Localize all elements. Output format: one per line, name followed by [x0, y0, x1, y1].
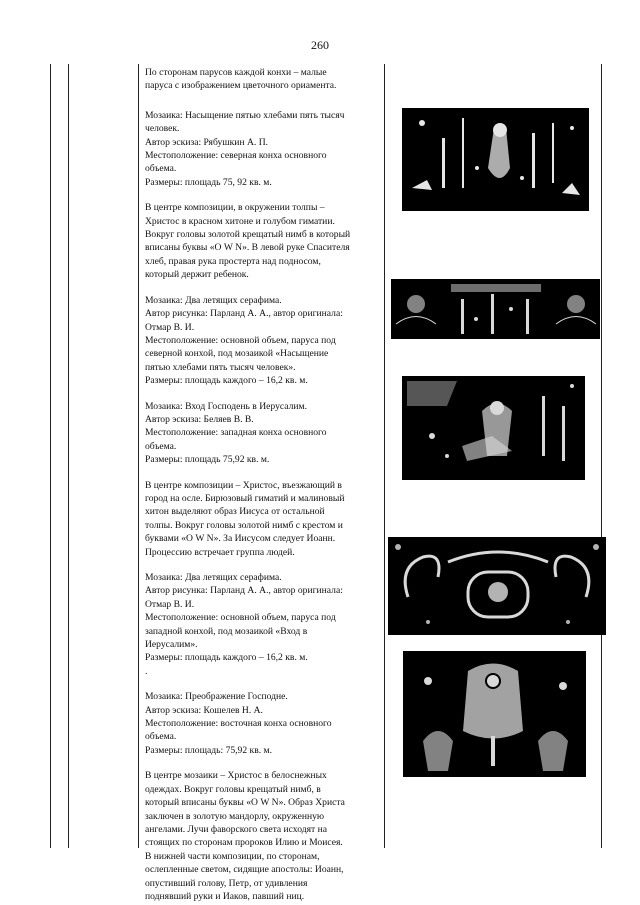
mosaic-entry-feeding-five-thousand: Мозаика: Насыщение пятью хлебами пять тысяч человек. Автор эскиза: Рябушкин А. П. Местоположение: северная конха основного объема. Размеры: площадь 75, 92 кв. м. [145, 109, 345, 188]
table-column-divider [384, 64, 385, 848]
mosaic-photo-seraphim-north-image [391, 279, 600, 339]
mosaic-photo-jerusalem-image [402, 376, 585, 480]
table-column-divider [68, 64, 69, 848]
mosaic-entry-entry-into-jerusalem: Мозаика: Вход Господень в Иерусалим. Автор эскиза: Беляев В. В. Местоположение: западная конха основного объема. Размеры: площадь 75,92 кв. м. [145, 400, 327, 466]
mosaic-description-jerusalem: В центре композиции – Христос, въезжающий в город на осле. Бирюзовый гиматий и малиновый хитон выделяют образ Иисуса от остальной толпы. Вокруг головы золотой нимб с крестом и буквами «О W N». За Иисусом следует Иоанн. Процессию встречает группа людей. [145, 479, 345, 558]
page-number: 260 [311, 38, 329, 52]
mosaic-entry-transfiguration: Мозаика: Преображение Господне. Автор эскиза: Кошелев Н. А. Местоположение: восточная конха основного объема. Размеры: площадь: 75,92 кв. м. [145, 691, 332, 756]
mosaic-photo-feeding [402, 108, 589, 211]
mosaic-entry-seraphim-west: Мозаика: Два летящих серафима. Автор рисунка: Парланд А. А., автор оригинала: Отмар В. И. Местоположение: основной объем, паруса под западной конхой, под мозаикой «Вход в Иерусалим». Размеры: площадь каждого – 16,2 кв. м. . [145, 572, 343, 677]
mosaic-photo-jerusalem [402, 376, 585, 480]
ornament-note: По сторонам парусов каждой конхи – малые паруса с изображением цветочного ориамента. [145, 67, 337, 92]
mosaic-photo-transfiguration-image [403, 651, 586, 777]
mosaic-photo-transfiguration [403, 651, 586, 777]
mosaic-photo-feeding-image [402, 108, 589, 211]
table-column-divider [138, 64, 139, 848]
mosaic-photo-seraphim-west-image [388, 537, 606, 635]
mosaic-description-transfiguration: В центре мозаики – Христос в белоснежных одеждах. Вокруг головы крещатый нимб, в который вписаны буквы «О W N». Образ Христа заключен в золотую мандорлу, окруженную ангелами. Лучи фаворского света исходят на стоящих по сторонам пророков Илию и Моисея. В нижней части композиции, по сторонам, ослепленные светом, сидящие апостолы: Иоанн, опустивший голову, Петр, от удивления поднявший руки и Иаков, павший ниц. [145, 770, 345, 902]
description-column [145, 66, 379, 903]
mosaic-description-feeding: В центре композиции, в окружении толпы – Христос в красном хитоне и голубом гиматии. Вокруг головы золотой крещатый нимб в который вписаны буквы «О W N». В левой руке Спасителя хлеб, правая рука простерта над подносом, который держит ребенок. [145, 202, 351, 281]
mosaic-entry-seraphim-north: Мозаика: Два летящих серафима. Автор рисунка: Парланд А. А., автор оригинала: Отмар В. И. Местоположение: основной объем, паруса под северной конхой, под мозаикой «Насыщение пятью хлебами пять тысяч человек». Размеры: площадь каждого – 16,2 кв. м. [145, 294, 343, 387]
mosaic-photo-seraphim-north [391, 279, 600, 339]
mosaic-photo-seraphim-west [388, 537, 606, 635]
